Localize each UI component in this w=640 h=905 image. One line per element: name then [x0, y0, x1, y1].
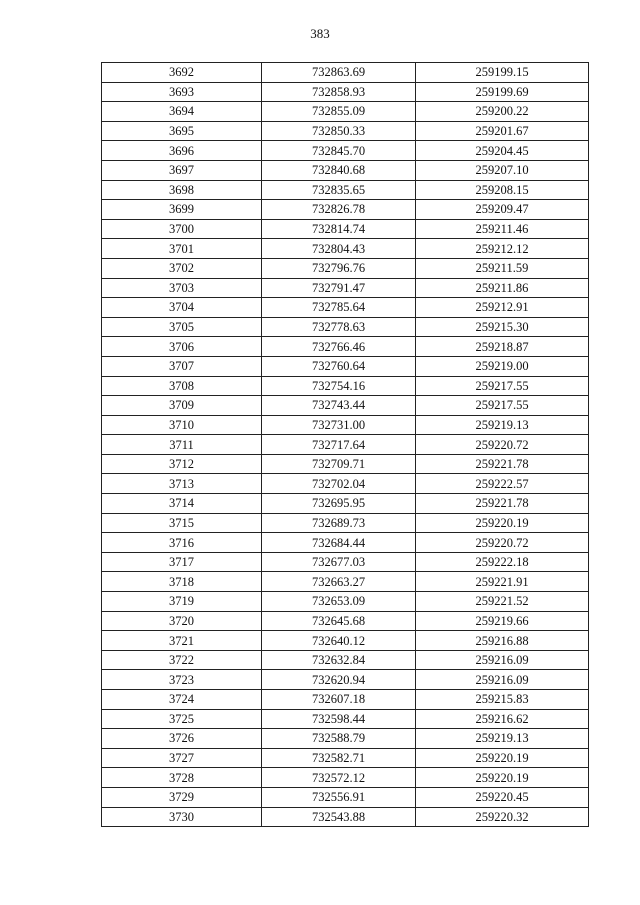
x-coordinate-cell: 732785.64 — [262, 298, 416, 318]
table-row — [102, 180, 589, 200]
x-coordinate-cell: 732677.03 — [262, 552, 416, 572]
y-coordinate-cell: 259217.55 — [416, 396, 589, 416]
x-coordinate-cell: 732826.78 — [262, 200, 416, 220]
table-row — [102, 63, 589, 83]
table-row — [102, 670, 589, 690]
point-number-cell: 3712 — [102, 454, 262, 474]
table-row — [102, 376, 589, 396]
table-row — [102, 82, 589, 102]
y-coordinate-cell: 259220.19 — [416, 748, 589, 768]
x-coordinate-cell: 732632.84 — [262, 650, 416, 670]
table-row — [102, 787, 589, 807]
y-coordinate-cell: 259211.59 — [416, 258, 589, 278]
point-number-cell: 3693 — [102, 82, 262, 102]
y-coordinate-cell: 259217.55 — [416, 376, 589, 396]
y-coordinate-cell: 259201.67 — [416, 121, 589, 141]
x-coordinate-cell: 732607.18 — [262, 690, 416, 710]
point-number-cell: 3720 — [102, 611, 262, 631]
y-coordinate-cell: 259222.18 — [416, 552, 589, 572]
point-number-cell: 3699 — [102, 200, 262, 220]
x-coordinate-cell: 732858.93 — [262, 82, 416, 102]
x-coordinate-cell: 732840.68 — [262, 160, 416, 180]
table-row — [102, 219, 589, 239]
y-coordinate-cell: 259219.13 — [416, 415, 589, 435]
point-number-cell: 3692 — [102, 63, 262, 83]
x-coordinate-cell: 732791.47 — [262, 278, 416, 298]
point-number-cell: 3718 — [102, 572, 262, 592]
table-row — [102, 748, 589, 768]
point-number-cell: 3708 — [102, 376, 262, 396]
x-coordinate-cell: 732814.74 — [262, 219, 416, 239]
table-row — [102, 317, 589, 337]
point-number-cell: 3706 — [102, 337, 262, 357]
point-number-cell: 3714 — [102, 494, 262, 514]
table-row — [102, 768, 589, 788]
x-coordinate-cell: 732663.27 — [262, 572, 416, 592]
point-number-cell: 3702 — [102, 258, 262, 278]
y-coordinate-cell: 259219.66 — [416, 611, 589, 631]
x-coordinate-cell: 732702.04 — [262, 474, 416, 494]
y-coordinate-cell: 259208.15 — [416, 180, 589, 200]
x-coordinate-cell: 732556.91 — [262, 787, 416, 807]
point-number-cell: 3697 — [102, 160, 262, 180]
point-number-cell: 3703 — [102, 278, 262, 298]
point-number-cell: 3724 — [102, 690, 262, 710]
x-coordinate-cell: 732796.76 — [262, 258, 416, 278]
table-row — [102, 258, 589, 278]
y-coordinate-cell: 259222.57 — [416, 474, 589, 494]
point-number-cell: 3717 — [102, 552, 262, 572]
y-coordinate-cell: 259220.45 — [416, 787, 589, 807]
point-number-cell: 3704 — [102, 298, 262, 318]
table-body — [102, 63, 589, 827]
x-coordinate-cell: 732863.69 — [262, 63, 416, 83]
y-coordinate-cell: 259199.69 — [416, 82, 589, 102]
table-row — [102, 337, 589, 357]
y-coordinate-cell: 259219.13 — [416, 729, 589, 749]
table-row — [102, 278, 589, 298]
table-row — [102, 650, 589, 670]
table-row — [102, 592, 589, 612]
point-number-cell: 3707 — [102, 356, 262, 376]
x-coordinate-cell: 732709.71 — [262, 454, 416, 474]
y-coordinate-cell: 259221.78 — [416, 454, 589, 474]
y-coordinate-cell: 259212.91 — [416, 298, 589, 318]
y-coordinate-cell: 259220.19 — [416, 768, 589, 788]
y-coordinate-cell: 259216.09 — [416, 650, 589, 670]
y-coordinate-cell: 259216.62 — [416, 709, 589, 729]
y-coordinate-cell: 259207.10 — [416, 160, 589, 180]
y-coordinate-cell: 259211.46 — [416, 219, 589, 239]
y-coordinate-cell: 259218.87 — [416, 337, 589, 357]
x-coordinate-cell: 732760.64 — [262, 356, 416, 376]
table-row — [102, 298, 589, 318]
point-number-cell: 3728 — [102, 768, 262, 788]
table-row — [102, 396, 589, 416]
point-number-cell: 3719 — [102, 592, 262, 612]
point-number-cell: 3709 — [102, 396, 262, 416]
x-coordinate-cell: 732653.09 — [262, 592, 416, 612]
x-coordinate-cell: 732855.09 — [262, 102, 416, 122]
y-coordinate-cell: 259220.72 — [416, 533, 589, 553]
table-row — [102, 807, 589, 827]
point-number-cell: 3716 — [102, 533, 262, 553]
y-coordinate-cell: 259199.15 — [416, 63, 589, 83]
table-row — [102, 729, 589, 749]
x-coordinate-cell: 732689.73 — [262, 513, 416, 533]
table-row — [102, 533, 589, 553]
y-coordinate-cell: 259212.12 — [416, 239, 589, 259]
x-coordinate-cell: 732845.70 — [262, 141, 416, 161]
y-coordinate-cell: 259221.91 — [416, 572, 589, 592]
x-coordinate-cell: 732543.88 — [262, 807, 416, 827]
table-row — [102, 631, 589, 651]
point-number-cell: 3695 — [102, 121, 262, 141]
x-coordinate-cell: 732645.68 — [262, 611, 416, 631]
point-number-cell: 3730 — [102, 807, 262, 827]
table-row — [102, 435, 589, 455]
table-row — [102, 611, 589, 631]
point-number-cell: 3721 — [102, 631, 262, 651]
y-coordinate-cell: 259204.45 — [416, 141, 589, 161]
table-row — [102, 356, 589, 376]
y-coordinate-cell: 259220.72 — [416, 435, 589, 455]
point-number-cell: 3727 — [102, 748, 262, 768]
point-number-cell: 3713 — [102, 474, 262, 494]
x-coordinate-cell: 732754.16 — [262, 376, 416, 396]
table-row — [102, 454, 589, 474]
x-coordinate-cell: 732717.64 — [262, 435, 416, 455]
point-number-cell: 3694 — [102, 102, 262, 122]
table-row — [102, 121, 589, 141]
x-coordinate-cell: 732766.46 — [262, 337, 416, 357]
y-coordinate-cell: 259221.78 — [416, 494, 589, 514]
point-number-cell: 3698 — [102, 180, 262, 200]
x-coordinate-cell: 732572.12 — [262, 768, 416, 788]
table-row — [102, 200, 589, 220]
x-coordinate-cell: 732588.79 — [262, 729, 416, 749]
point-number-cell: 3715 — [102, 513, 262, 533]
point-number-cell: 3705 — [102, 317, 262, 337]
y-coordinate-cell: 259209.47 — [416, 200, 589, 220]
table-row — [102, 141, 589, 161]
table-row — [102, 513, 589, 533]
point-number-cell: 3729 — [102, 787, 262, 807]
y-coordinate-cell: 259211.86 — [416, 278, 589, 298]
x-coordinate-cell: 732598.44 — [262, 709, 416, 729]
y-coordinate-cell: 259221.52 — [416, 592, 589, 612]
table-row — [102, 709, 589, 729]
point-number-cell: 3725 — [102, 709, 262, 729]
x-coordinate-cell: 732835.65 — [262, 180, 416, 200]
point-number-cell: 3701 — [102, 239, 262, 259]
x-coordinate-cell: 732640.12 — [262, 631, 416, 651]
table-row — [102, 160, 589, 180]
y-coordinate-cell: 259216.09 — [416, 670, 589, 690]
y-coordinate-cell: 259220.19 — [416, 513, 589, 533]
x-coordinate-cell: 732695.95 — [262, 494, 416, 514]
point-number-cell: 3711 — [102, 435, 262, 455]
y-coordinate-cell: 259220.32 — [416, 807, 589, 827]
x-coordinate-cell: 732804.43 — [262, 239, 416, 259]
point-number-cell: 3710 — [102, 415, 262, 435]
table-row — [102, 552, 589, 572]
y-coordinate-cell: 259215.30 — [416, 317, 589, 337]
x-coordinate-cell: 732778.63 — [262, 317, 416, 337]
x-coordinate-cell: 732850.33 — [262, 121, 416, 141]
point-number-cell: 3723 — [102, 670, 262, 690]
table-row — [102, 474, 589, 494]
table-row — [102, 690, 589, 710]
table-row — [102, 572, 589, 592]
y-coordinate-cell: 259219.00 — [416, 356, 589, 376]
table-row — [102, 239, 589, 259]
point-number-cell: 3700 — [102, 219, 262, 239]
y-coordinate-cell: 259215.83 — [416, 690, 589, 710]
coordinate-table — [101, 62, 589, 827]
page-number: 383 — [310, 26, 330, 41]
y-coordinate-cell: 259216.88 — [416, 631, 589, 651]
point-number-cell: 3726 — [102, 729, 262, 749]
table-row — [102, 494, 589, 514]
y-coordinate-cell: 259200.22 — [416, 102, 589, 122]
x-coordinate-cell: 732731.00 — [262, 415, 416, 435]
x-coordinate-cell: 732684.44 — [262, 533, 416, 553]
table-row — [102, 102, 589, 122]
x-coordinate-cell: 732620.94 — [262, 670, 416, 690]
x-coordinate-cell: 732582.71 — [262, 748, 416, 768]
x-coordinate-cell: 732743.44 — [262, 396, 416, 416]
point-number-cell: 3722 — [102, 650, 262, 670]
point-number-cell: 3696 — [102, 141, 262, 161]
table-row — [102, 415, 589, 435]
